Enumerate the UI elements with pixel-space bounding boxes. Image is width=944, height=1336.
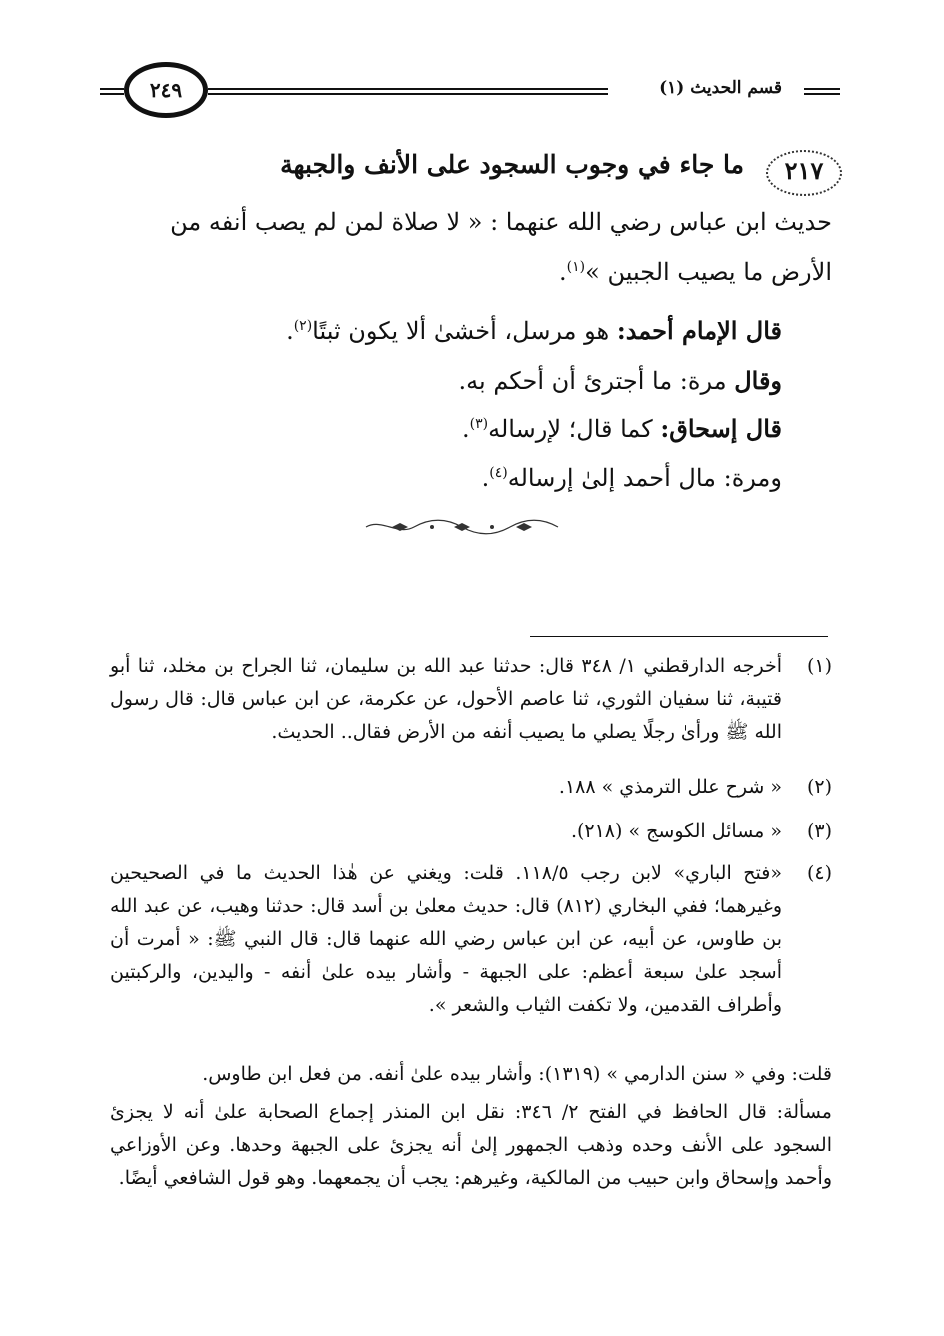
hadith-text-2: الأرض ما يصيب الجبين »: [585, 258, 832, 286]
ahmad-statement: قال الإمام أحمد: هو مرسل، أخشىٰ ألا يكون ثبتًا$^{(٢)}$.: [286, 316, 782, 345]
footnote-2-number: (٢): [806, 776, 832, 798]
footnote-4-continuation-1: [110, 1058, 832, 1091]
header-rule-right: [804, 88, 840, 90]
ishaq-label: قال إسحاق:: [660, 414, 782, 443]
footnote-3-number: (٣): [806, 820, 832, 842]
footnote-4-continuation-2: [110, 1096, 832, 1195]
ahmad-text: هو مرسل، أخشىٰ ألا يكون ثبتًا: [312, 317, 617, 345]
final-statement: ومرة: مال أحمد إلىٰ إرساله$^{(٤)}$.: [481, 464, 782, 492]
footnote-1: [110, 650, 832, 749]
page-header: [100, 58, 840, 122]
hadith-line-2: الأرض ما يصيب الجبين »$^{(١)}$.: [559, 258, 832, 286]
footnote-ref-2[interactable]: (٢): [293, 318, 313, 334]
header-rule-right-2: [804, 93, 840, 95]
footnote-1-number: (١): [806, 655, 832, 677]
chapter-title: ما جاء في وجوب السجود على الأنف والجبهة: [280, 150, 744, 179]
page-number: ٢٤٩: [124, 62, 208, 118]
footnote-4-cont-2-text: مسألة: قال الحافظ في الفتح ٢/ ٣٤٦: نقل ابن المنذر إجماع الصحابة علىٰ أنه لا يجزئ السجود على الأنف وحده وذهب الجمهور إلىٰ أنه يجزئ على الجبهة وحدها. وعن الأوزاعي وأحمد وإسحاق وابن حبيب من المالكية، وغيرهم: يجب أن يجمعهما. وهو قول الشافعي أيضًا.: [110, 1101, 832, 1189]
footnote-4-text: «فتح الباري» لابن رجب ١١٨/٥. قلت: ويغني عن هٰذا الحديث ما في الصحيحين وغيرهما؛ ففي البخاري (٨١٢) قال: حديث معلىٰ بن أسد قال: حدثنا وهيب، عن عبد الله بن طاوس، عن أبيه، عن ابن عباس رضي الله عنهما قال: قال النبي ﷺ: « أمرت أن أسجد علىٰ سبعة أعظم: على الجبهة - وأشار بيده علىٰ أنفه - واليدين، والركبتين وأطراف القدمين، ولا تكفت الثياب والشعر ».: [110, 862, 782, 1016]
ahmad-second-text: مرة: ما أجترئ أن أحكم به.: [458, 367, 735, 395]
header-rule-left-2: [100, 93, 124, 95]
ishaq-statement: قال إسحاق: كما قال؛ لإرساله$^{(٣)}$.: [462, 414, 782, 443]
hadith-line-1: [170, 208, 832, 236]
footnote-4: [110, 857, 832, 1022]
footnote-3-text: « مسائل الكوسج » (٢١٨).: [570, 820, 782, 842]
header-rule-middle-2: [208, 93, 608, 95]
hadith-text-1: حديث ابن عباس رضي الله عنهما : « لا صلاة لمن لم يصب أنفه من: [170, 208, 832, 236]
ishaq-text: كما قال؛ لإرساله: [488, 415, 661, 443]
final-text: ومرة: مال أحمد إلىٰ إرساله: [507, 464, 782, 492]
footnote-ref-1[interactable]: (١): [566, 259, 586, 275]
footnote-4-number: (٤): [806, 862, 832, 884]
footnote-ref-3[interactable]: (٣): [469, 416, 489, 432]
ornament-divider: [362, 516, 562, 538]
footnote-ref-4[interactable]: (٤): [489, 465, 508, 481]
ahmad-label: قال الإمام أحمد:: [616, 316, 782, 345]
header-rule-middle: [208, 88, 608, 90]
header-rule-left: [100, 88, 124, 90]
footnote-3: [110, 815, 832, 848]
running-title: قسم الحديث (١): [659, 78, 782, 98]
ahmad-second-statement: [459, 366, 782, 395]
ahmad-second-label: وقال: [734, 366, 782, 395]
footnote-separator: [530, 636, 828, 637]
chapter-number-badge: ٢١٧: [766, 150, 842, 196]
footnote-4-cont-1-text: قلت: وفي « سنن الدارمي » (١٣١٩): وأشار بيده علىٰ أنفه. من فعل ابن طاوس.: [202, 1063, 832, 1085]
footnote-2: [110, 771, 832, 804]
footnote-1-text: أخرجه الدارقطني ١/ ٣٤٨ قال: حدثنا عبد الله بن سليمان، ثنا الجراح بن مخلد، ثنا أبو قتيبة، ثنا سفيان الثوري، ثنا عاصم الأحول، عن عكرمة، عن ابن عباس قال: قال رسول الله ﷺ ورأىٰ رجلًا يصلي ما يصيب أنفه من الأرض فقال.. الحديث.: [110, 655, 782, 743]
footnote-2-text: « شرح علل الترمذي » ١٨٨.: [558, 776, 782, 798]
